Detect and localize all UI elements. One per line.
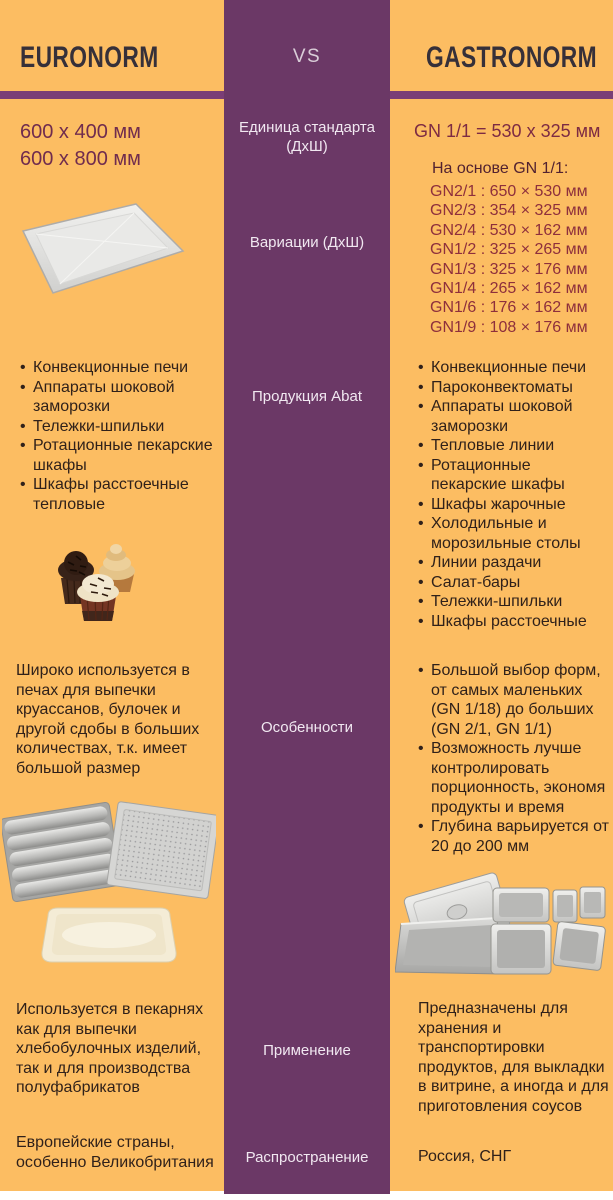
list-item: • Шкафы расстоечные bbox=[431, 612, 609, 632]
flat-baking-tray-image bbox=[16, 196, 196, 308]
gastronorm-features-list bbox=[431, 661, 613, 856]
gastronorm-containers-image bbox=[395, 860, 607, 980]
category-products: Продукция Abat bbox=[251, 388, 363, 405]
list-item: 600 x 400 мм bbox=[20, 121, 141, 143]
euronorm-title: EURONORM bbox=[20, 41, 159, 74]
list-item: • Аппараты шоковой заморозки bbox=[33, 378, 213, 417]
bakery-trays-image bbox=[2, 800, 216, 966]
category-column bbox=[224, 0, 390, 1194]
list-item: • Ротационные пекарские шкафы bbox=[431, 456, 609, 495]
category-standard-unit: Единица стандарта (ДхШ) bbox=[239, 119, 375, 155]
category-variations: Вариации (ДхШ) bbox=[249, 234, 365, 251]
gastronorm-standard-unit: GN 1/1 = 530 x 325 мм bbox=[414, 121, 601, 141]
list-item: GN1/4 : 265 × 162 мм bbox=[430, 280, 588, 298]
list-item: • Шкафы расстоечные тепловые bbox=[33, 475, 213, 514]
list-item: GN1/3 : 325 × 176 мм bbox=[430, 260, 588, 278]
list-item: 600 x 800 мм bbox=[20, 148, 141, 170]
list-item: GN1/2 : 325 × 265 мм bbox=[430, 241, 588, 259]
gastronorm-column bbox=[390, 0, 613, 1191]
gastronorm-products-list bbox=[431, 358, 609, 631]
list-item: • Пароконвектоматы bbox=[431, 378, 609, 398]
list-item: • Шкафы жарочные bbox=[431, 495, 609, 515]
list-item: • Тележки-шпильки bbox=[33, 417, 213, 437]
gastronorm-variations-intro: На основе GN 1/1: bbox=[432, 160, 569, 177]
gastronorm-variations-list bbox=[430, 182, 588, 337]
category-distribution: Распространение bbox=[245, 1149, 369, 1166]
list-item: • Ротационные пекарские шкафы bbox=[33, 436, 213, 475]
gastronorm-distribution-text: Россия, СНГ bbox=[418, 1148, 512, 1165]
list-item: • Тепловые линии bbox=[431, 436, 609, 456]
list-item: GN1/9 : 108 × 176 мм bbox=[430, 318, 588, 336]
list-item: • Аппараты шоковой заморозки bbox=[431, 397, 609, 436]
list-item: GN2/3 : 354 × 325 мм bbox=[430, 202, 588, 220]
gastronorm-application-text: Предназначены для хранения и транспортировки продуктов, для выкладки в витрине, а иногда и для приготовления соусов bbox=[418, 1000, 609, 1115]
list-item: • Холодильные и морозильные столы bbox=[431, 514, 609, 553]
cupcakes-image bbox=[46, 526, 150, 630]
vs-label: VS bbox=[292, 46, 322, 67]
gastronorm-title: GASTRONORM bbox=[426, 41, 597, 74]
list-item: • Глубина варьируется от 20 до 200 мм bbox=[431, 817, 613, 856]
euronorm-products-list bbox=[33, 358, 213, 514]
euronorm-features-text: Широко используется в печах для выпечки круассанов, булочек и другой сдобы в больших количествах, т.к. имеет большой размер bbox=[16, 662, 200, 777]
list-item: • Конвекционные печи bbox=[431, 358, 609, 378]
category-application: Применение bbox=[263, 1042, 351, 1059]
euronorm-application-text: Используется в пекарнях как для выпечки хлебобулочных изделий, так и для производства полуфабрикатов bbox=[16, 1001, 204, 1096]
list-item: GN2/1 : 650 × 530 мм bbox=[430, 183, 588, 200]
list-item: • Конвекционные печи bbox=[33, 358, 213, 378]
list-item: • Тележки-шпильки bbox=[431, 592, 609, 612]
list-item: • Линии раздачи bbox=[431, 553, 609, 573]
list-item: GN1/6 : 176 × 162 мм bbox=[430, 299, 588, 317]
euronorm-dimensions bbox=[20, 119, 141, 173]
category-features: Особенности bbox=[260, 719, 354, 736]
euronorm-distribution-text: Европейские страны, особенно Великобритания bbox=[16, 1134, 214, 1171]
euronorm-column bbox=[0, 0, 224, 1191]
list-item: • Салат-бары bbox=[431, 573, 609, 593]
list-item: • Возможность лучше контролировать порционность, экономя продукты и время bbox=[431, 739, 613, 817]
list-item: • Большой выбор форм, от самых маленьких (GN 1/18) до больших (GN 2/1, GN 1/1) bbox=[431, 661, 613, 739]
list-item: GN2/4 : 530 × 162 мм bbox=[430, 221, 588, 239]
